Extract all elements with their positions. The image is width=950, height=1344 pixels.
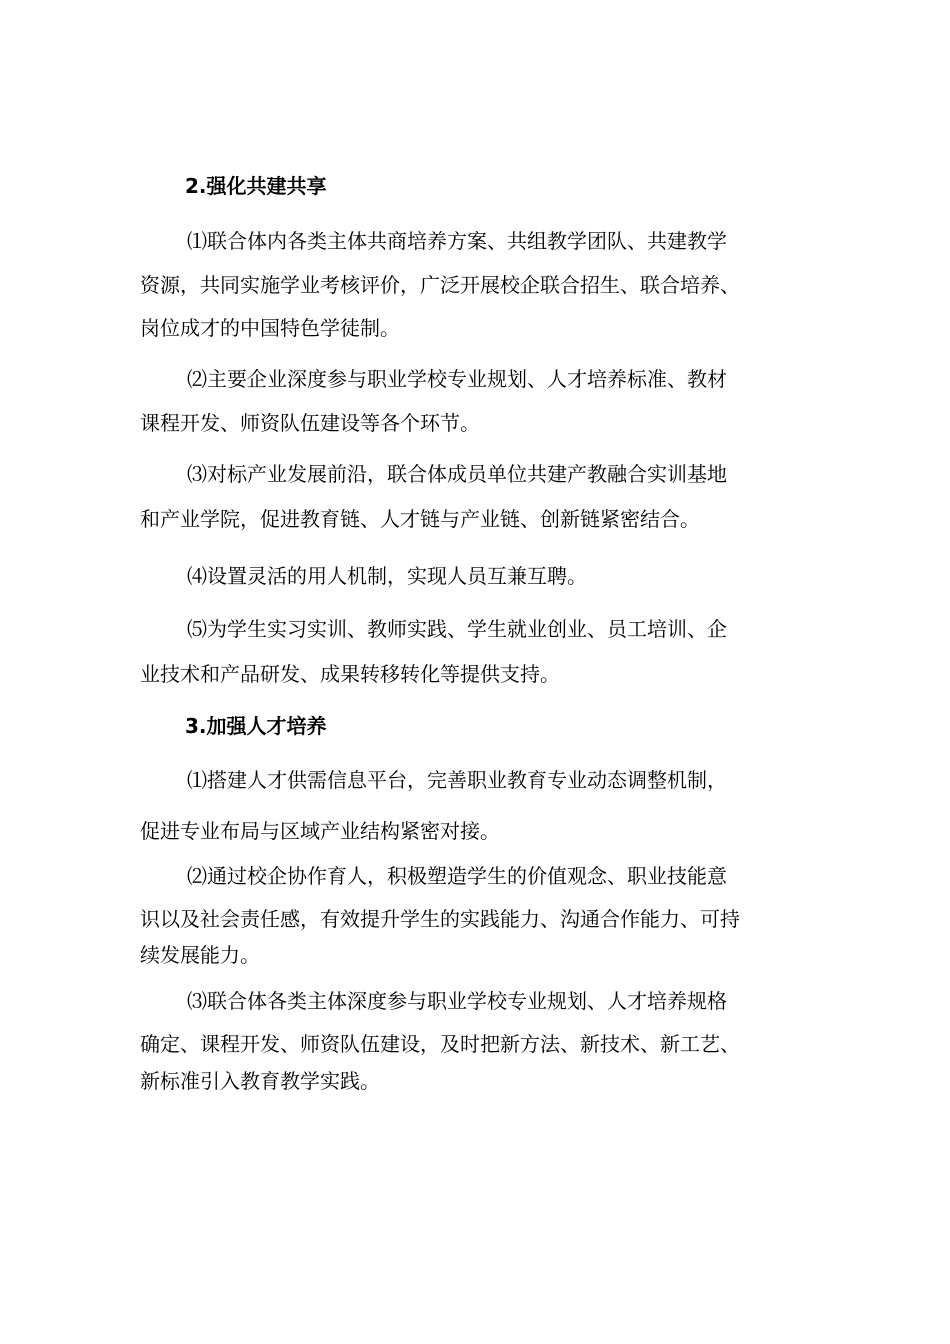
paragraph-line: 确定、课程开发、师资队伍建设，及时把新方法、新技术、新工艺、 <box>140 1032 740 1056</box>
section-heading: 2.强化共建共享 <box>185 174 327 198</box>
paragraph-line: ⑵主要企业深度参与职业学校专业规划、人才培养标准、教材 <box>187 367 727 391</box>
paragraph-line: 课程开发、师资队伍建设等各个环节。 <box>140 411 480 435</box>
paragraph-line: 业技术和产品研发、成果转移转化等提供支持。 <box>140 662 560 686</box>
paragraph-line: ⑷设置灵活的用人机制，实现人员互兼互聘。 <box>187 564 587 588</box>
paragraph-line: 促进专业布局与区域产业结构紧密对接。 <box>140 819 500 843</box>
paragraph-line: ⑴搭建人才供需信息平台，完善职业教育专业动态调整机制， <box>187 768 727 792</box>
paragraph-line: 和产业学院，促进教育链、人才链与产业链、创新链紧密结合。 <box>140 507 700 531</box>
paragraph-line: ⑸为学生实习实训、教师实践、学生就业创业、员工培训、企 <box>187 617 727 641</box>
paragraph-line: 识以及社会责任感，有效提升学生的实践能力、沟通合作能力、可持 <box>140 907 740 931</box>
paragraph-line: 新标准引入教育教学实践。 <box>140 1069 380 1093</box>
paragraph-line: ⑶对标产业发展前沿，联合体成员单位共建产教融合实训基地 <box>187 462 727 486</box>
paragraph-line: ⑴联合体内各类主体共商培养方案、共组教学团队、共建教学 <box>187 229 727 253</box>
paragraph-line: 资源，共同实施学业考核评价，广泛开展校企联合招生、联合培养、 <box>140 273 740 297</box>
paragraph-line: 续发展能力。 <box>140 943 260 967</box>
paragraph-line: ⑶联合体各类主体深度参与职业学校专业规划、人才培养规格 <box>187 989 727 1013</box>
section-heading: 3.加强人才培养 <box>185 714 327 738</box>
paragraph-line: ⑵通过校企协作育人，积极塑造学生的价值观念、职业技能意 <box>187 864 727 888</box>
paragraph-line: 岗位成才的中国特色学徒制。 <box>140 316 400 340</box>
